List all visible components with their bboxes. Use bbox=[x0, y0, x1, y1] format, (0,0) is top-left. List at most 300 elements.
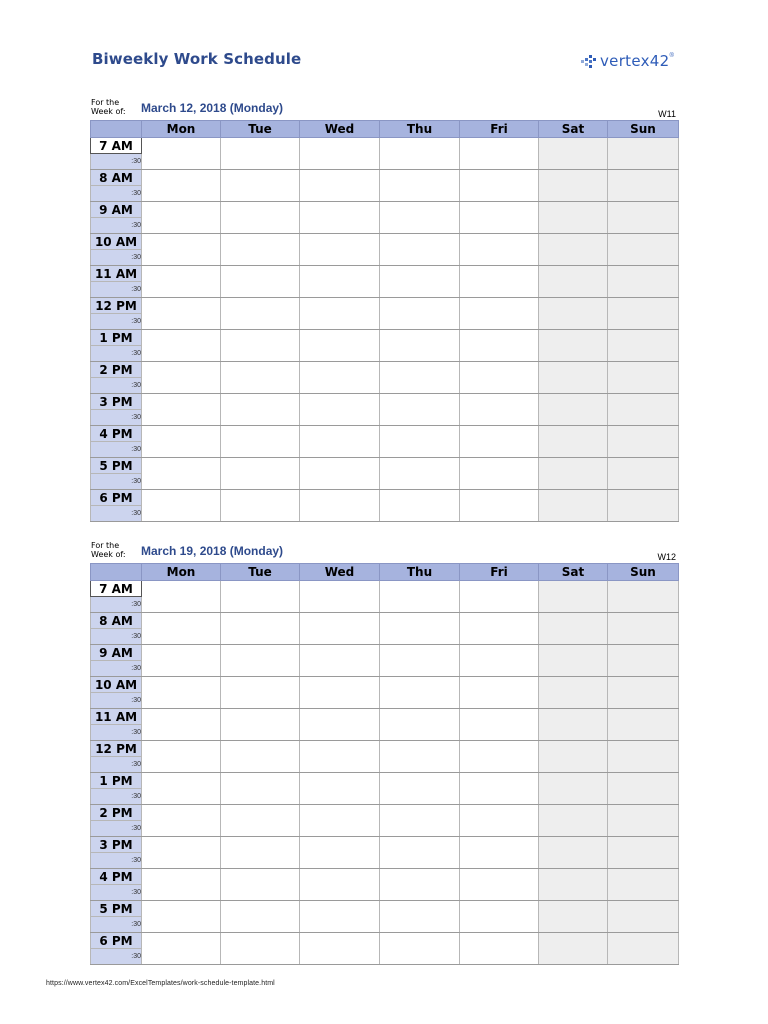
schedule-cell[interactable] bbox=[142, 378, 221, 394]
schedule-cell[interactable] bbox=[460, 442, 539, 458]
schedule-cell[interactable] bbox=[460, 933, 539, 949]
schedule-cell[interactable] bbox=[380, 202, 460, 218]
schedule-cell[interactable] bbox=[142, 853, 221, 869]
schedule-cell[interactable] bbox=[142, 821, 221, 837]
schedule-cell[interactable] bbox=[142, 645, 221, 661]
schedule-cell[interactable] bbox=[608, 202, 679, 218]
schedule-cell[interactable] bbox=[142, 186, 221, 202]
schedule-cell[interactable] bbox=[221, 725, 300, 741]
schedule-cell[interactable] bbox=[142, 266, 221, 282]
schedule-cell[interactable] bbox=[380, 725, 460, 741]
schedule-cell[interactable] bbox=[539, 442, 608, 458]
schedule-cell[interactable] bbox=[300, 757, 380, 773]
schedule-cell[interactable] bbox=[460, 645, 539, 661]
schedule-cell[interactable] bbox=[380, 853, 460, 869]
schedule-cell[interactable] bbox=[221, 490, 300, 506]
schedule-cell[interactable] bbox=[300, 645, 380, 661]
schedule-cell[interactable] bbox=[300, 613, 380, 629]
schedule-cell[interactable] bbox=[142, 170, 221, 186]
week-start-date[interactable]: March 12, 2018 (Monday) bbox=[141, 101, 284, 115]
schedule-cell[interactable] bbox=[460, 186, 539, 202]
schedule-cell[interactable] bbox=[380, 693, 460, 709]
schedule-cell[interactable] bbox=[380, 837, 460, 853]
schedule-cell[interactable] bbox=[608, 250, 679, 266]
schedule-cell[interactable] bbox=[300, 581, 380, 597]
schedule-cell[interactable] bbox=[221, 186, 300, 202]
schedule-cell[interactable] bbox=[608, 709, 679, 725]
schedule-cell[interactable] bbox=[460, 773, 539, 789]
schedule-cell[interactable] bbox=[300, 901, 380, 917]
schedule-cell[interactable] bbox=[608, 410, 679, 426]
schedule-cell[interactable] bbox=[221, 458, 300, 474]
schedule-cell[interactable] bbox=[539, 474, 608, 490]
schedule-cell[interactable] bbox=[539, 314, 608, 330]
schedule-cell[interactable] bbox=[142, 709, 221, 725]
schedule-cell[interactable] bbox=[460, 917, 539, 933]
schedule-cell[interactable] bbox=[142, 837, 221, 853]
schedule-cell[interactable] bbox=[221, 869, 300, 885]
schedule-cell[interactable] bbox=[608, 629, 679, 645]
schedule-cell[interactable] bbox=[608, 725, 679, 741]
schedule-cell[interactable] bbox=[380, 661, 460, 677]
schedule-cell[interactable] bbox=[142, 250, 221, 266]
schedule-cell[interactable] bbox=[460, 170, 539, 186]
schedule-cell[interactable] bbox=[142, 869, 221, 885]
schedule-cell[interactable] bbox=[539, 298, 608, 314]
schedule-cell[interactable] bbox=[539, 853, 608, 869]
schedule-cell[interactable] bbox=[460, 821, 539, 837]
schedule-cell[interactable] bbox=[221, 693, 300, 709]
schedule-cell[interactable] bbox=[608, 693, 679, 709]
schedule-cell[interactable] bbox=[539, 901, 608, 917]
schedule-cell[interactable] bbox=[300, 330, 380, 346]
schedule-cell[interactable] bbox=[608, 853, 679, 869]
schedule-cell[interactable] bbox=[142, 885, 221, 901]
schedule-cell[interactable] bbox=[608, 282, 679, 298]
schedule-cell[interactable] bbox=[539, 138, 608, 154]
schedule-cell[interactable] bbox=[142, 629, 221, 645]
schedule-cell[interactable] bbox=[380, 170, 460, 186]
schedule-cell[interactable] bbox=[221, 773, 300, 789]
schedule-cell[interactable] bbox=[300, 346, 380, 362]
schedule-cell[interactable] bbox=[142, 282, 221, 298]
schedule-cell[interactable] bbox=[142, 202, 221, 218]
time-label[interactable]: 7 AM bbox=[91, 581, 142, 597]
schedule-cell[interactable] bbox=[539, 741, 608, 757]
schedule-cell[interactable] bbox=[221, 362, 300, 378]
schedule-cell[interactable] bbox=[608, 394, 679, 410]
schedule-cell[interactable] bbox=[608, 821, 679, 837]
schedule-cell[interactable] bbox=[221, 837, 300, 853]
schedule-cell[interactable] bbox=[221, 629, 300, 645]
schedule-cell[interactable] bbox=[142, 581, 221, 597]
schedule-cell[interactable] bbox=[300, 442, 380, 458]
schedule-cell[interactable] bbox=[539, 917, 608, 933]
schedule-cell[interactable] bbox=[221, 218, 300, 234]
schedule-cell[interactable] bbox=[539, 869, 608, 885]
schedule-cell[interactable] bbox=[608, 506, 679, 522]
schedule-cell[interactable] bbox=[142, 346, 221, 362]
schedule-cell[interactable] bbox=[380, 330, 460, 346]
schedule-cell[interactable] bbox=[608, 597, 679, 613]
schedule-cell[interactable] bbox=[221, 442, 300, 458]
schedule-cell[interactable] bbox=[221, 597, 300, 613]
schedule-cell[interactable] bbox=[380, 741, 460, 757]
schedule-cell[interactable] bbox=[142, 933, 221, 949]
schedule-cell[interactable] bbox=[608, 741, 679, 757]
schedule-cell[interactable] bbox=[460, 885, 539, 901]
schedule-cell[interactable] bbox=[380, 266, 460, 282]
schedule-cell[interactable] bbox=[221, 202, 300, 218]
schedule-cell[interactable] bbox=[608, 869, 679, 885]
schedule-cell[interactable] bbox=[539, 218, 608, 234]
schedule-cell[interactable] bbox=[300, 709, 380, 725]
schedule-cell[interactable] bbox=[221, 709, 300, 725]
schedule-cell[interactable] bbox=[460, 138, 539, 154]
schedule-cell[interactable] bbox=[300, 202, 380, 218]
schedule-cell[interactable] bbox=[608, 138, 679, 154]
schedule-cell[interactable] bbox=[142, 474, 221, 490]
schedule-cell[interactable] bbox=[380, 234, 460, 250]
schedule-cell[interactable] bbox=[539, 170, 608, 186]
schedule-cell[interactable] bbox=[539, 645, 608, 661]
schedule-cell[interactable] bbox=[380, 426, 460, 442]
schedule-cell[interactable] bbox=[539, 202, 608, 218]
schedule-cell[interactable] bbox=[539, 154, 608, 170]
schedule-cell[interactable] bbox=[300, 677, 380, 693]
schedule-cell[interactable] bbox=[460, 581, 539, 597]
schedule-cell[interactable] bbox=[608, 581, 679, 597]
schedule-cell[interactable] bbox=[380, 410, 460, 426]
schedule-cell[interactable] bbox=[300, 805, 380, 821]
schedule-cell[interactable] bbox=[539, 186, 608, 202]
schedule-cell[interactable] bbox=[380, 949, 460, 965]
schedule-cell[interactable] bbox=[380, 506, 460, 522]
schedule-cell[interactable] bbox=[608, 330, 679, 346]
footer-url[interactable]: https://www.vertex42.com/ExcelTemplates/work-schedule-template.html bbox=[46, 980, 275, 987]
schedule-cell[interactable] bbox=[380, 709, 460, 725]
schedule-cell[interactable] bbox=[608, 933, 679, 949]
schedule-cell[interactable] bbox=[380, 917, 460, 933]
schedule-cell[interactable] bbox=[142, 949, 221, 965]
schedule-cell[interactable] bbox=[221, 314, 300, 330]
schedule-cell[interactable] bbox=[300, 234, 380, 250]
schedule-cell[interactable] bbox=[539, 949, 608, 965]
schedule-cell[interactable] bbox=[539, 362, 608, 378]
schedule-cell[interactable] bbox=[221, 154, 300, 170]
schedule-cell[interactable] bbox=[460, 597, 539, 613]
schedule-cell[interactable] bbox=[221, 677, 300, 693]
schedule-cell[interactable] bbox=[221, 853, 300, 869]
schedule-cell[interactable] bbox=[380, 314, 460, 330]
schedule-cell[interactable] bbox=[460, 250, 539, 266]
schedule-cell[interactable] bbox=[221, 410, 300, 426]
schedule-cell[interactable] bbox=[608, 901, 679, 917]
schedule-cell[interactable] bbox=[221, 138, 300, 154]
schedule-cell[interactable] bbox=[221, 474, 300, 490]
schedule-cell[interactable] bbox=[608, 885, 679, 901]
schedule-cell[interactable] bbox=[300, 410, 380, 426]
schedule-cell[interactable] bbox=[460, 298, 539, 314]
schedule-cell[interactable] bbox=[460, 314, 539, 330]
schedule-cell[interactable] bbox=[539, 410, 608, 426]
schedule-cell[interactable] bbox=[380, 805, 460, 821]
schedule-cell[interactable] bbox=[380, 154, 460, 170]
schedule-cell[interactable] bbox=[380, 490, 460, 506]
schedule-cell[interactable] bbox=[221, 506, 300, 522]
schedule-cell[interactable] bbox=[221, 250, 300, 266]
schedule-cell[interactable] bbox=[142, 506, 221, 522]
schedule-cell[interactable] bbox=[539, 506, 608, 522]
schedule-cell[interactable] bbox=[460, 218, 539, 234]
week-start-date[interactable]: March 19, 2018 (Monday) bbox=[141, 544, 284, 558]
schedule-cell[interactable] bbox=[539, 661, 608, 677]
schedule-cell[interactable] bbox=[460, 661, 539, 677]
schedule-cell[interactable] bbox=[608, 218, 679, 234]
schedule-cell[interactable] bbox=[221, 885, 300, 901]
schedule-cell[interactable] bbox=[460, 506, 539, 522]
schedule-cell[interactable] bbox=[460, 741, 539, 757]
schedule-cell[interactable] bbox=[300, 597, 380, 613]
schedule-cell[interactable] bbox=[539, 725, 608, 741]
schedule-cell[interactable] bbox=[300, 218, 380, 234]
schedule-cell[interactable] bbox=[539, 426, 608, 442]
schedule-cell[interactable] bbox=[380, 581, 460, 597]
schedule-cell[interactable] bbox=[539, 709, 608, 725]
schedule-cell[interactable] bbox=[380, 773, 460, 789]
schedule-cell[interactable] bbox=[539, 837, 608, 853]
schedule-cell[interactable] bbox=[142, 426, 221, 442]
schedule-cell[interactable] bbox=[460, 693, 539, 709]
schedule-cell[interactable] bbox=[608, 805, 679, 821]
schedule-cell[interactable] bbox=[539, 378, 608, 394]
schedule-cell[interactable] bbox=[142, 394, 221, 410]
schedule-cell[interactable] bbox=[300, 138, 380, 154]
schedule-cell[interactable] bbox=[300, 789, 380, 805]
schedule-cell[interactable] bbox=[460, 378, 539, 394]
schedule-cell[interactable] bbox=[380, 645, 460, 661]
schedule-cell[interactable] bbox=[380, 362, 460, 378]
schedule-cell[interactable] bbox=[608, 757, 679, 773]
schedule-cell[interactable] bbox=[142, 442, 221, 458]
schedule-cell[interactable] bbox=[380, 629, 460, 645]
schedule-cell[interactable] bbox=[142, 597, 221, 613]
schedule-cell[interactable] bbox=[142, 917, 221, 933]
schedule-cell[interactable] bbox=[142, 138, 221, 154]
schedule-cell[interactable] bbox=[300, 869, 380, 885]
schedule-cell[interactable] bbox=[460, 837, 539, 853]
schedule-cell[interactable] bbox=[460, 154, 539, 170]
schedule-cell[interactable] bbox=[300, 949, 380, 965]
schedule-cell[interactable] bbox=[539, 613, 608, 629]
schedule-cell[interactable] bbox=[221, 234, 300, 250]
schedule-cell[interactable] bbox=[300, 298, 380, 314]
schedule-cell[interactable] bbox=[608, 442, 679, 458]
schedule-cell[interactable] bbox=[608, 661, 679, 677]
schedule-cell[interactable] bbox=[221, 821, 300, 837]
schedule-cell[interactable] bbox=[460, 266, 539, 282]
schedule-cell[interactable] bbox=[300, 474, 380, 490]
schedule-cell[interactable] bbox=[460, 869, 539, 885]
schedule-cell[interactable] bbox=[539, 693, 608, 709]
schedule-cell[interactable] bbox=[380, 474, 460, 490]
schedule-cell[interactable] bbox=[608, 474, 679, 490]
schedule-cell[interactable] bbox=[460, 629, 539, 645]
schedule-cell[interactable] bbox=[380, 677, 460, 693]
schedule-cell[interactable] bbox=[539, 677, 608, 693]
schedule-cell[interactable] bbox=[221, 741, 300, 757]
schedule-cell[interactable] bbox=[300, 661, 380, 677]
schedule-cell[interactable] bbox=[608, 346, 679, 362]
schedule-cell[interactable] bbox=[142, 757, 221, 773]
schedule-cell[interactable] bbox=[221, 789, 300, 805]
schedule-cell[interactable] bbox=[300, 154, 380, 170]
schedule-cell[interactable] bbox=[142, 458, 221, 474]
schedule-cell[interactable] bbox=[221, 346, 300, 362]
schedule-cell[interactable] bbox=[608, 645, 679, 661]
schedule-cell[interactable] bbox=[300, 506, 380, 522]
schedule-cell[interactable] bbox=[380, 186, 460, 202]
schedule-cell[interactable] bbox=[300, 250, 380, 266]
schedule-cell[interactable] bbox=[460, 677, 539, 693]
schedule-cell[interactable] bbox=[539, 266, 608, 282]
schedule-cell[interactable] bbox=[608, 613, 679, 629]
schedule-cell[interactable] bbox=[142, 725, 221, 741]
schedule-cell[interactable] bbox=[221, 645, 300, 661]
schedule-cell[interactable] bbox=[142, 490, 221, 506]
schedule-cell[interactable] bbox=[142, 661, 221, 677]
schedule-cell[interactable] bbox=[608, 298, 679, 314]
schedule-cell[interactable] bbox=[380, 885, 460, 901]
schedule-cell[interactable] bbox=[608, 378, 679, 394]
schedule-cell[interactable] bbox=[608, 677, 679, 693]
schedule-cell[interactable] bbox=[380, 250, 460, 266]
schedule-cell[interactable] bbox=[300, 378, 380, 394]
schedule-cell[interactable] bbox=[608, 949, 679, 965]
schedule-cell[interactable] bbox=[380, 378, 460, 394]
schedule-cell[interactable] bbox=[460, 709, 539, 725]
schedule-cell[interactable] bbox=[460, 490, 539, 506]
schedule-cell[interactable] bbox=[142, 805, 221, 821]
schedule-cell[interactable] bbox=[300, 917, 380, 933]
schedule-cell[interactable] bbox=[608, 917, 679, 933]
schedule-cell[interactable] bbox=[608, 789, 679, 805]
schedule-cell[interactable] bbox=[539, 346, 608, 362]
schedule-cell[interactable] bbox=[380, 298, 460, 314]
schedule-cell[interactable] bbox=[142, 773, 221, 789]
schedule-cell[interactable] bbox=[221, 282, 300, 298]
schedule-cell[interactable] bbox=[142, 613, 221, 629]
schedule-cell[interactable] bbox=[142, 677, 221, 693]
schedule-cell[interactable] bbox=[460, 613, 539, 629]
schedule-cell[interactable] bbox=[142, 298, 221, 314]
schedule-cell[interactable] bbox=[539, 773, 608, 789]
schedule-cell[interactable] bbox=[221, 426, 300, 442]
schedule-cell[interactable] bbox=[539, 458, 608, 474]
schedule-cell[interactable] bbox=[300, 773, 380, 789]
schedule-cell[interactable] bbox=[142, 234, 221, 250]
schedule-cell[interactable] bbox=[221, 266, 300, 282]
schedule-cell[interactable] bbox=[608, 234, 679, 250]
schedule-cell[interactable] bbox=[221, 613, 300, 629]
schedule-cell[interactable] bbox=[300, 853, 380, 869]
schedule-cell[interactable] bbox=[380, 757, 460, 773]
schedule-cell[interactable] bbox=[142, 789, 221, 805]
schedule-cell[interactable] bbox=[539, 821, 608, 837]
schedule-cell[interactable] bbox=[380, 138, 460, 154]
schedule-cell[interactable] bbox=[300, 314, 380, 330]
schedule-cell[interactable] bbox=[221, 661, 300, 677]
schedule-cell[interactable] bbox=[221, 170, 300, 186]
schedule-cell[interactable] bbox=[300, 821, 380, 837]
schedule-cell[interactable] bbox=[608, 266, 679, 282]
schedule-cell[interactable] bbox=[221, 949, 300, 965]
schedule-cell[interactable] bbox=[221, 581, 300, 597]
schedule-cell[interactable] bbox=[380, 442, 460, 458]
schedule-cell[interactable] bbox=[539, 789, 608, 805]
schedule-cell[interactable] bbox=[460, 474, 539, 490]
schedule-cell[interactable] bbox=[380, 597, 460, 613]
schedule-cell[interactable] bbox=[221, 901, 300, 917]
schedule-cell[interactable] bbox=[142, 218, 221, 234]
schedule-cell[interactable] bbox=[539, 581, 608, 597]
schedule-cell[interactable] bbox=[142, 362, 221, 378]
schedule-cell[interactable] bbox=[460, 805, 539, 821]
schedule-cell[interactable] bbox=[300, 885, 380, 901]
schedule-cell[interactable] bbox=[539, 933, 608, 949]
schedule-cell[interactable] bbox=[142, 741, 221, 757]
schedule-cell[interactable] bbox=[300, 362, 380, 378]
schedule-cell[interactable] bbox=[608, 170, 679, 186]
schedule-cell[interactable] bbox=[460, 282, 539, 298]
schedule-cell[interactable] bbox=[608, 426, 679, 442]
schedule-cell[interactable] bbox=[380, 394, 460, 410]
schedule-cell[interactable] bbox=[380, 933, 460, 949]
schedule-cell[interactable] bbox=[300, 741, 380, 757]
schedule-cell[interactable] bbox=[380, 218, 460, 234]
schedule-cell[interactable] bbox=[221, 330, 300, 346]
schedule-cell[interactable] bbox=[539, 757, 608, 773]
schedule-cell[interactable] bbox=[300, 282, 380, 298]
schedule-cell[interactable] bbox=[539, 805, 608, 821]
schedule-cell[interactable] bbox=[300, 933, 380, 949]
schedule-cell[interactable] bbox=[539, 490, 608, 506]
schedule-cell[interactable] bbox=[300, 266, 380, 282]
schedule-cell[interactable] bbox=[380, 901, 460, 917]
schedule-cell[interactable] bbox=[460, 426, 539, 442]
schedule-cell[interactable] bbox=[608, 154, 679, 170]
schedule-cell[interactable] bbox=[460, 346, 539, 362]
schedule-cell[interactable] bbox=[221, 933, 300, 949]
schedule-cell[interactable] bbox=[539, 597, 608, 613]
schedule-cell[interactable] bbox=[221, 757, 300, 773]
schedule-cell[interactable] bbox=[221, 298, 300, 314]
schedule-cell[interactable] bbox=[460, 362, 539, 378]
schedule-cell[interactable] bbox=[142, 410, 221, 426]
schedule-cell[interactable] bbox=[300, 490, 380, 506]
schedule-cell[interactable] bbox=[608, 490, 679, 506]
schedule-cell[interactable] bbox=[142, 330, 221, 346]
schedule-cell[interactable] bbox=[142, 901, 221, 917]
schedule-cell[interactable] bbox=[608, 362, 679, 378]
schedule-cell[interactable] bbox=[460, 330, 539, 346]
time-label[interactable]: 7 AM bbox=[91, 138, 142, 154]
schedule-cell[interactable] bbox=[142, 693, 221, 709]
schedule-cell[interactable] bbox=[380, 458, 460, 474]
schedule-cell[interactable] bbox=[539, 394, 608, 410]
schedule-cell[interactable] bbox=[221, 805, 300, 821]
schedule-cell[interactable] bbox=[142, 154, 221, 170]
